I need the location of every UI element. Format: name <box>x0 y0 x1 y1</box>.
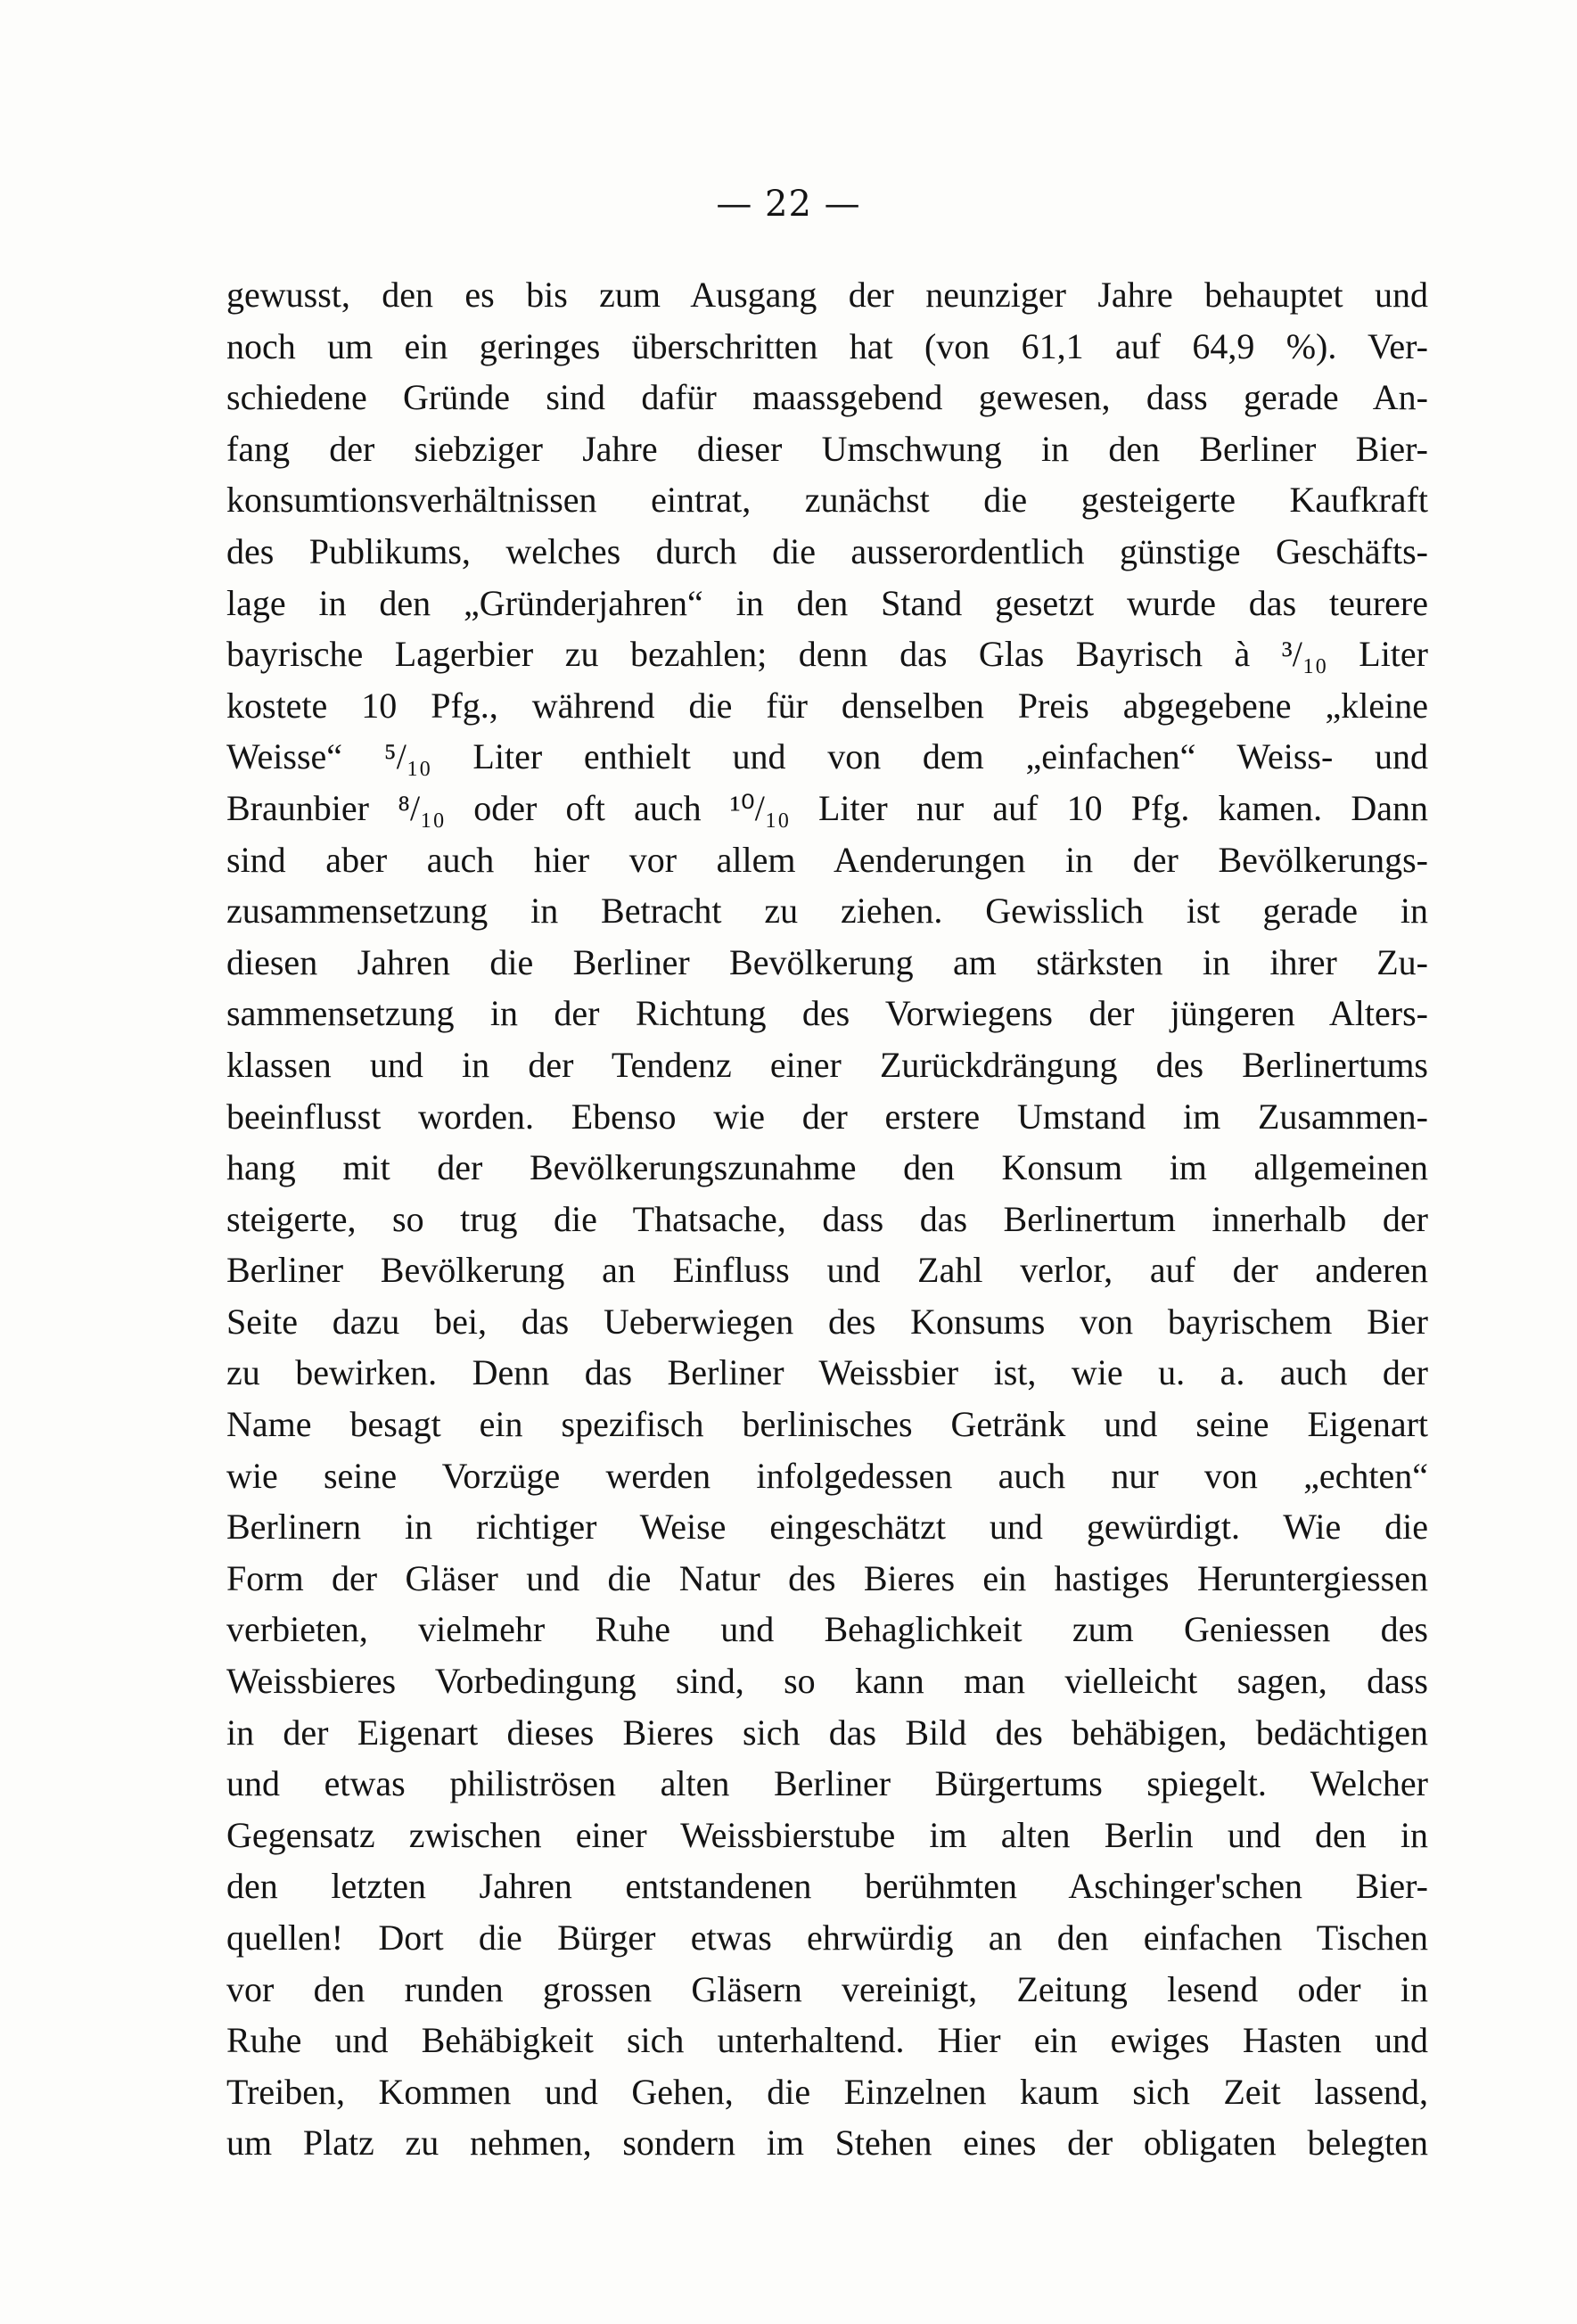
text-line: diesen Jahren die Berliner Bevölkerung am stärksten in ihrer Zu- <box>226 941 1428 982</box>
text-line: konsumtionsverhältnissen eintrat, zunächst die gesteigerte Kaufkraft <box>226 480 1428 521</box>
text-line: zu bewirken. Denn das Berliner Weissbier ist, wie u. a. auch der <box>226 1352 1428 1393</box>
text-line: gewusst, den es bis zum Ausgang der neunziger Jahre behauptet und <box>226 275 1428 315</box>
text-line: Weisse“ ⁵/₁₀ Liter enthielt und von dem „einfachen“ Weiss- und <box>226 736 1428 777</box>
text-line: Gegensatz zwischen einer Weissbierstube im alten Berlin und den in <box>226 1814 1428 1855</box>
text-line: klassen und in der Tendenz einer Zurückdrängung des Berlinertums <box>226 1044 1428 1085</box>
text-line: quellen! Dort die Bürger etwas ehrwürdig an den einfachen Tischen <box>226 1918 1428 1958</box>
text-line: beeinflusst worden. Ebenso wie der erstere Umstand im Zusammen- <box>226 1096 1428 1137</box>
text-line: Name besagt ein spezifisch berlinisches Getränk und seine Eigenart <box>226 1404 1428 1445</box>
text-line: Braunbier ⁸/₁₀ oder oft auch ¹⁰/₁₀ Liter nur auf 10 Pfg. kamen. Dann <box>226 787 1428 828</box>
text-line: zusammensetzung in Betracht zu ziehen. Gewisslich ist gerade in <box>226 891 1428 932</box>
text-line: fang der siebziger Jahre dieser Umschwung in den Berliner Bier- <box>226 428 1428 469</box>
text-line: lage in den „Gründerjahren“ in den Stand gesetzt wurde das teurere <box>226 582 1428 623</box>
text-line: schiedene Gründe sind dafür maassgebend gewesen, dass gerade An- <box>226 377 1428 418</box>
text-line: des Publikums, welches durch die ausserordentlich günstige Geschäfts- <box>226 530 1428 571</box>
text-line: bayrische Lagerbier zu bezahlen; denn das Glas Bayrisch à ³/₁₀ Liter <box>226 634 1428 675</box>
text-line: um Platz zu nehmen, sondern im Stehen eines der obligaten belegten <box>226 2123 1428 2164</box>
text-line: kostete 10 Pfg., während die für denselben Preis abgegebene „kleine <box>226 685 1428 726</box>
text-line: vor den runden grossen Gläsern vereinigt, Zeitung lesend oder in <box>226 1968 1428 2009</box>
text-line: in der Eigenart dieses Bieres sich das Bild des behäbigen, bedächtigen <box>226 1712 1428 1753</box>
text-line: Treiben, Kommen und Gehen, die Einzelnen kaum sich Zeit lassend, <box>226 2071 1428 2112</box>
text-line: Form der Gläser und die Natur des Bieres ein hastiges Heruntergiessen <box>226 1557 1428 1598</box>
text-line: noch um ein geringes überschritten hat (von 61,1 auf 64,9 %). Ver- <box>226 325 1428 366</box>
text-line: Berlinern in richtiger Weise eingeschätzt und gewürdigt. Wie die <box>226 1507 1428 1548</box>
text-line: den letzten Jahren entstandenen berühmten Aschinger'schen Bier- <box>226 1866 1428 1907</box>
page-number: — 22 — <box>716 184 861 225</box>
text-line: und etwas philiströsen alten Berliner Bürgertums spiegelt. Welcher <box>226 1763 1428 1804</box>
text-line: verbieten, vielmehr Ruhe und Behaglichkeit zum Geniessen des <box>226 1609 1428 1650</box>
text-line: wie seine Vorzüge werden infolgedessen auch nur von „echten“ <box>226 1455 1428 1496</box>
text-line: Seite dazu bei, das Ueberwiegen des Konsums von bayrischem Bier <box>226 1301 1428 1342</box>
text-line: Ruhe und Behäbigkeit sich unterhaltend. Hier ein ewiges Hasten und <box>226 2020 1428 2061</box>
text-line: steigerte, so trug die Thatsache, dass das Berlinertum innerhalb der <box>226 1198 1428 1239</box>
text-line: Berliner Bevölkerung an Einfluss und Zahl verlor, auf der anderen <box>226 1250 1428 1291</box>
text-line: sind aber auch hier vor allem Aenderungen in der Bevölkerungs- <box>226 839 1428 880</box>
text-line: sammensetzung in der Richtung des Vorwiegens der jüngeren Alters- <box>226 993 1428 1034</box>
body-text <box>226 269 1428 2169</box>
text-line: Weissbieres Vorbedingung sind, so kann man vielleicht sagen, dass <box>226 1661 1428 1702</box>
text-line: hang mit der Bevölkerungszunahme den Konsum im allgemeinen <box>226 1147 1428 1188</box>
